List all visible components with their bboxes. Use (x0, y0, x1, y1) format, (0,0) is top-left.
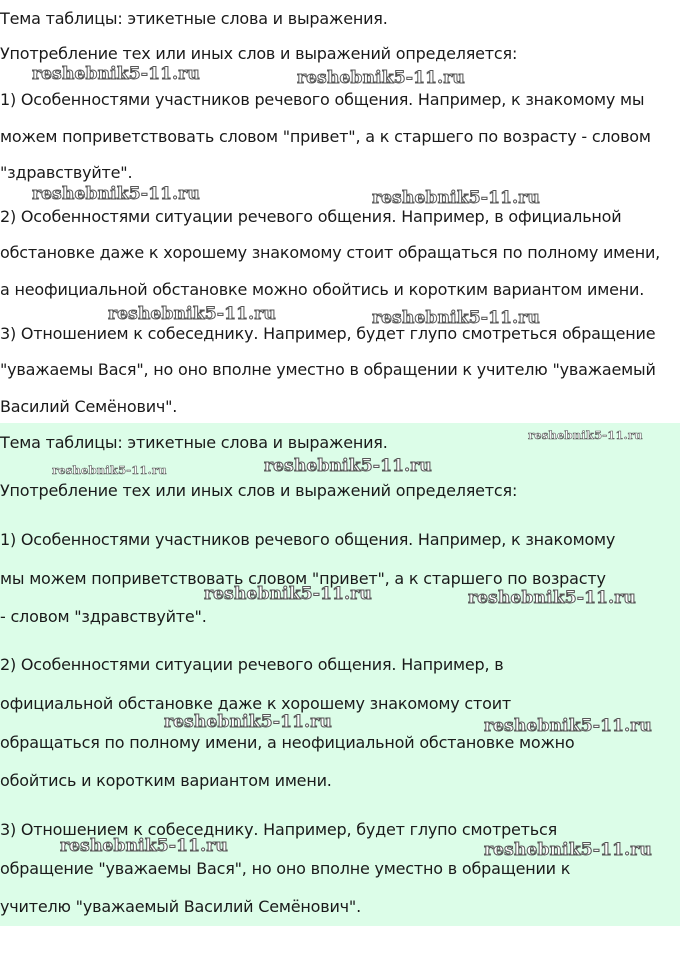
text-line: Тема таблицы: этикетные слова и выражения. (0, 433, 388, 452)
text-line: официальной обстановке даже к хорошему знакомому стоит (0, 694, 512, 713)
text-line: обойтись и коротким вариантом имени. (0, 771, 332, 790)
watermark: reshebnik5-11.ru (528, 428, 643, 442)
text-line: обращаться по полному имени, а неофициальной обстановке можно (0, 733, 575, 752)
text-line: 1) Особенностями участников речевого общения. Например, к знакомому мы (0, 90, 645, 109)
watermark: reshebnik5-11.ru (52, 463, 167, 477)
text-line: Употребление тех или иных слов и выражений определяется: (0, 44, 518, 63)
text-line: Тема таблицы: этикетные слова и выражения. (0, 9, 388, 28)
text-line: обращение "уважаемы Вася", но оно вполне уместно в обращении к (0, 859, 571, 878)
text-line: Употребление тех или иных слов и выражений определяется: (0, 481, 518, 500)
text-line: - словом "здравствуйте". (0, 607, 207, 626)
watermark: reshebnik5-11.ru (468, 588, 636, 608)
watermark: reshebnik5-11.ru (32, 64, 200, 84)
text-line: 1) Особенностями участников речевого общения. Например, к знакомому (0, 530, 616, 549)
text-line: можем поприветствовать словом "привет", а к старшего по возрасту - словом (0, 127, 651, 146)
text-line: 2) Особенностями ситуации речевого общения. Например, в (0, 655, 504, 674)
text-line: Василий Семёнович". (0, 397, 178, 416)
watermark: reshebnik5-11.ru (484, 840, 652, 860)
watermark: reshebnik5-11.ru (372, 188, 540, 208)
watermark: reshebnik5-11.ru (164, 712, 332, 732)
text-line: "здравствуйте". (0, 163, 133, 182)
text-line: учителю "уважаемый Василий Семёнович". (0, 897, 361, 916)
watermark: reshebnik5-11.ru (372, 308, 540, 328)
text-line: мы можем поприветствовать словом "привет", а к старшего по возрасту (0, 569, 606, 588)
text-line: обстановке даже к хорошему знакомому стоит обращаться по полному имени, (0, 243, 661, 262)
watermark: reshebnik5-11.ru (32, 184, 200, 204)
watermark: reshebnik5-11.ru (204, 584, 372, 604)
watermark: reshebnik5-11.ru (108, 304, 276, 324)
text-line: 2) Особенностями ситуации речевого общения. Например, в официальной (0, 207, 622, 226)
text-line: "уважаемы Вася", но оно вполне уместно в обращении к учителю "уважаемый (0, 360, 656, 379)
text-line: а неофициальной обстановке можно обойтись и коротким вариантом имени. (0, 280, 645, 299)
text-line: 3) Отношением к собеседнику. Например, будет глупо смотреться обращение (0, 324, 656, 343)
watermark: reshebnik5-11.ru (264, 456, 432, 476)
watermark: reshebnik5-11.ru (60, 836, 228, 856)
text-line: 3) Отношением к собеседнику. Например, будет глупо смотреться (0, 820, 558, 839)
watermark: reshebnik5-11.ru (297, 68, 465, 88)
watermark: reshebnik5-11.ru (484, 716, 652, 736)
